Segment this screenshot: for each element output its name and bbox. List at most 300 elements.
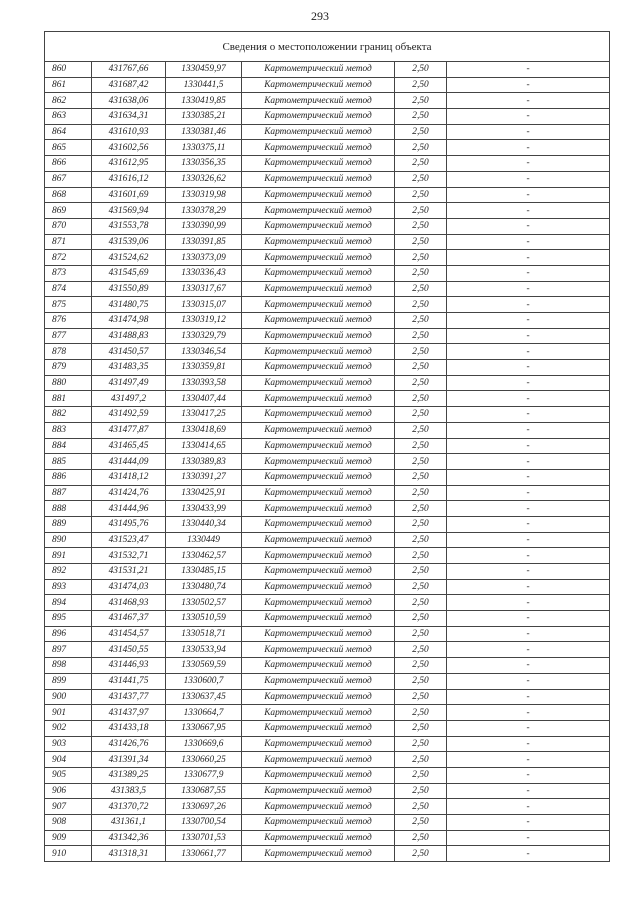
description-cell: - — [447, 689, 610, 705]
x-coordinate-cell: 431391,34 — [92, 752, 166, 768]
method-cell: Картометрический метод — [242, 673, 395, 689]
x-coordinate-cell: 431497,49 — [92, 375, 166, 391]
point-number-cell: 887 — [45, 485, 92, 501]
table-row — [45, 77, 610, 93]
description-cell: - — [447, 767, 610, 783]
table-row — [45, 203, 610, 219]
method-cell: Картометрический метод — [242, 250, 395, 266]
accuracy-cell: 2,50 — [395, 454, 447, 470]
point-number-cell: 870 — [45, 218, 92, 234]
table-row — [45, 767, 610, 783]
x-coordinate-cell: 431389,25 — [92, 767, 166, 783]
method-cell: Картометрический метод — [242, 234, 395, 250]
x-coordinate-cell: 431474,98 — [92, 313, 166, 329]
point-number-cell: 904 — [45, 752, 92, 768]
x-coordinate-cell: 431441,75 — [92, 673, 166, 689]
method-cell: Картометрический метод — [242, 422, 395, 438]
y-coordinate-cell: 1330317,67 — [166, 281, 242, 297]
point-number-cell: 895 — [45, 611, 92, 627]
description-cell: - — [447, 187, 610, 203]
y-coordinate-cell: 1330375,11 — [166, 140, 242, 156]
accuracy-cell: 2,50 — [395, 673, 447, 689]
table-row — [45, 611, 610, 627]
y-coordinate-cell: 1330701,53 — [166, 830, 242, 846]
accuracy-cell: 2,50 — [395, 77, 447, 93]
y-coordinate-cell: 1330677,9 — [166, 767, 242, 783]
accuracy-cell: 2,50 — [395, 642, 447, 658]
point-number-cell: 901 — [45, 705, 92, 721]
point-number-cell: 874 — [45, 281, 92, 297]
point-number-cell: 890 — [45, 532, 92, 548]
x-coordinate-cell: 431539,06 — [92, 234, 166, 250]
x-coordinate-cell: 431465,45 — [92, 438, 166, 454]
y-coordinate-cell: 1330687,55 — [166, 783, 242, 799]
x-coordinate-cell: 431531,21 — [92, 564, 166, 580]
table-row — [45, 469, 610, 485]
y-coordinate-cell: 1330359,81 — [166, 360, 242, 376]
table-row — [45, 407, 610, 423]
description-cell: - — [447, 752, 610, 768]
table-row — [45, 93, 610, 109]
accuracy-cell: 2,50 — [395, 783, 447, 799]
x-coordinate-cell: 431488,83 — [92, 328, 166, 344]
description-cell: - — [447, 77, 610, 93]
description-cell: - — [447, 265, 610, 281]
description-cell: - — [447, 516, 610, 532]
description-cell: - — [447, 171, 610, 187]
x-coordinate-cell: 431450,57 — [92, 344, 166, 360]
accuracy-cell: 2,50 — [395, 579, 447, 595]
x-coordinate-cell: 431524,62 — [92, 250, 166, 266]
description-cell: - — [447, 799, 610, 815]
method-cell: Картометрический метод — [242, 501, 395, 517]
method-cell: Картометрический метод — [242, 281, 395, 297]
table-row — [45, 516, 610, 532]
y-coordinate-cell: 1330600,7 — [166, 673, 242, 689]
table-row — [45, 815, 610, 831]
x-coordinate-cell: 431467,37 — [92, 611, 166, 627]
method-cell: Картометрический метод — [242, 265, 395, 281]
accuracy-cell: 2,50 — [395, 705, 447, 721]
table-row — [45, 438, 610, 454]
accuracy-cell: 2,50 — [395, 564, 447, 580]
table-row — [45, 140, 610, 156]
description-cell: - — [447, 783, 610, 799]
accuracy-cell: 2,50 — [395, 109, 447, 125]
point-number-cell: 888 — [45, 501, 92, 517]
method-cell: Картометрический метод — [242, 77, 395, 93]
table-title: Сведения о местоположении границ объекта — [45, 32, 610, 62]
y-coordinate-cell: 1330389,83 — [166, 454, 242, 470]
accuracy-cell: 2,50 — [395, 328, 447, 344]
description-cell: - — [447, 156, 610, 172]
y-coordinate-cell: 1330391,85 — [166, 234, 242, 250]
method-cell: Картометрический метод — [242, 297, 395, 313]
y-coordinate-cell: 1330449 — [166, 532, 242, 548]
description-cell: - — [447, 579, 610, 595]
y-coordinate-cell: 1330319,98 — [166, 187, 242, 203]
x-coordinate-cell: 431638,06 — [92, 93, 166, 109]
table-row — [45, 328, 610, 344]
method-cell: Картометрический метод — [242, 313, 395, 329]
method-cell: Картометрический метод — [242, 548, 395, 564]
accuracy-cell: 2,50 — [395, 469, 447, 485]
accuracy-cell: 2,50 — [395, 532, 447, 548]
description-cell: - — [447, 203, 610, 219]
description-cell: - — [447, 501, 610, 517]
table-row — [45, 658, 610, 674]
x-coordinate-cell: 431450,55 — [92, 642, 166, 658]
point-number-cell: 908 — [45, 815, 92, 831]
method-cell: Картометрический метод — [242, 736, 395, 752]
description-cell: - — [447, 564, 610, 580]
table-row — [45, 846, 610, 862]
x-coordinate-cell: 431454,57 — [92, 626, 166, 642]
method-cell: Картометрический метод — [242, 815, 395, 831]
table-row — [45, 830, 610, 846]
table-row — [45, 250, 610, 266]
description-cell: - — [447, 736, 610, 752]
description-cell: - — [447, 344, 610, 360]
page-number: 293 — [311, 9, 329, 23]
accuracy-cell: 2,50 — [395, 799, 447, 815]
point-number-cell: 871 — [45, 234, 92, 250]
accuracy-cell: 2,50 — [395, 407, 447, 423]
accuracy-cell: 2,50 — [395, 140, 447, 156]
method-cell: Картометрический метод — [242, 124, 395, 140]
point-number-cell: 869 — [45, 203, 92, 219]
method-cell: Картометрический метод — [242, 830, 395, 846]
method-cell: Картометрический метод — [242, 720, 395, 736]
table-row — [45, 218, 610, 234]
description-cell: - — [447, 313, 610, 329]
method-cell: Картометрический метод — [242, 328, 395, 344]
method-cell: Картометрический метод — [242, 187, 395, 203]
accuracy-cell: 2,50 — [395, 93, 447, 109]
method-cell: Картометрический метод — [242, 516, 395, 532]
y-coordinate-cell: 1330385,21 — [166, 109, 242, 125]
x-coordinate-cell: 431474,03 — [92, 579, 166, 595]
method-cell: Картометрический метод — [242, 752, 395, 768]
point-number-cell: 889 — [45, 516, 92, 532]
method-cell: Картометрический метод — [242, 407, 395, 423]
y-coordinate-cell: 1330480,74 — [166, 579, 242, 595]
method-cell: Картометрический метод — [242, 783, 395, 799]
method-cell: Картометрический метод — [242, 375, 395, 391]
accuracy-cell: 2,50 — [395, 595, 447, 611]
point-number-cell: 877 — [45, 328, 92, 344]
accuracy-cell: 2,50 — [395, 658, 447, 674]
description-cell: - — [447, 720, 610, 736]
x-coordinate-cell: 431616,12 — [92, 171, 166, 187]
point-number-cell: 905 — [45, 767, 92, 783]
accuracy-cell: 2,50 — [395, 391, 447, 407]
x-coordinate-cell: 431444,96 — [92, 501, 166, 517]
method-cell: Картометрический метод — [242, 595, 395, 611]
x-coordinate-cell: 431418,12 — [92, 469, 166, 485]
point-number-cell: 864 — [45, 124, 92, 140]
x-coordinate-cell: 431601,69 — [92, 187, 166, 203]
x-coordinate-cell: 431424,76 — [92, 485, 166, 501]
point-number-cell: 872 — [45, 250, 92, 266]
x-coordinate-cell: 431532,71 — [92, 548, 166, 564]
table-row — [45, 454, 610, 470]
y-coordinate-cell: 1330569,59 — [166, 658, 242, 674]
method-cell: Картометрический метод — [242, 62, 395, 78]
method-cell: Картометрический метод — [242, 642, 395, 658]
description-cell: - — [447, 642, 610, 658]
point-number-cell: 865 — [45, 140, 92, 156]
y-coordinate-cell: 1330441,5 — [166, 77, 242, 93]
table-row — [45, 391, 610, 407]
point-number-cell: 875 — [45, 297, 92, 313]
accuracy-cell: 2,50 — [395, 62, 447, 78]
point-number-cell: 897 — [45, 642, 92, 658]
point-number-cell: 909 — [45, 830, 92, 846]
x-coordinate-cell: 431370,72 — [92, 799, 166, 815]
method-cell: Картометрический метод — [242, 344, 395, 360]
y-coordinate-cell: 1330319,12 — [166, 313, 242, 329]
accuracy-cell: 2,50 — [395, 313, 447, 329]
table-row — [45, 297, 610, 313]
method-cell: Картометрический метод — [242, 438, 395, 454]
accuracy-cell: 2,50 — [395, 234, 447, 250]
point-number-cell: 883 — [45, 422, 92, 438]
point-number-cell: 862 — [45, 93, 92, 109]
description-cell: - — [447, 454, 610, 470]
table-row — [45, 673, 610, 689]
y-coordinate-cell: 1330637,45 — [166, 689, 242, 705]
y-coordinate-cell: 1330700,54 — [166, 815, 242, 831]
point-number-cell: 893 — [45, 579, 92, 595]
accuracy-cell: 2,50 — [395, 516, 447, 532]
x-coordinate-cell: 431492,59 — [92, 407, 166, 423]
point-number-cell: 863 — [45, 109, 92, 125]
y-coordinate-cell: 1330407,44 — [166, 391, 242, 407]
description-cell: - — [447, 62, 610, 78]
method-cell: Картометрический метод — [242, 564, 395, 580]
description-cell: - — [447, 673, 610, 689]
accuracy-cell: 2,50 — [395, 736, 447, 752]
accuracy-cell: 2,50 — [395, 438, 447, 454]
method-cell: Картометрический метод — [242, 454, 395, 470]
x-coordinate-cell: 431495,76 — [92, 516, 166, 532]
point-number-cell: 878 — [45, 344, 92, 360]
x-coordinate-cell: 431569,94 — [92, 203, 166, 219]
table-row — [45, 62, 610, 78]
method-cell: Картометрический метод — [242, 140, 395, 156]
description-cell: - — [447, 422, 610, 438]
point-number-cell: 899 — [45, 673, 92, 689]
x-coordinate-cell: 431342,36 — [92, 830, 166, 846]
table-row — [45, 344, 610, 360]
point-number-cell: 907 — [45, 799, 92, 815]
table-row — [45, 360, 610, 376]
accuracy-cell: 2,50 — [395, 156, 447, 172]
boundary-table — [44, 31, 610, 862]
y-coordinate-cell: 1330533,94 — [166, 642, 242, 658]
table-row — [45, 156, 610, 172]
table-row — [45, 783, 610, 799]
table-row — [45, 532, 610, 548]
description-cell: - — [447, 548, 610, 564]
description-cell: - — [447, 658, 610, 674]
table-row — [45, 422, 610, 438]
accuracy-cell: 2,50 — [395, 422, 447, 438]
accuracy-cell: 2,50 — [395, 767, 447, 783]
x-coordinate-cell: 431477,87 — [92, 422, 166, 438]
table-row — [45, 752, 610, 768]
table-row — [45, 579, 610, 595]
table-row — [45, 313, 610, 329]
accuracy-cell: 2,50 — [395, 375, 447, 391]
method-cell: Картометрический метод — [242, 767, 395, 783]
description-cell: - — [447, 391, 610, 407]
accuracy-cell: 2,50 — [395, 171, 447, 187]
y-coordinate-cell: 1330315,07 — [166, 297, 242, 313]
y-coordinate-cell: 1330425,91 — [166, 485, 242, 501]
x-coordinate-cell: 431610,93 — [92, 124, 166, 140]
accuracy-cell: 2,50 — [395, 815, 447, 831]
accuracy-cell: 2,50 — [395, 548, 447, 564]
accuracy-cell: 2,50 — [395, 187, 447, 203]
table-row — [45, 720, 610, 736]
y-coordinate-cell: 1330346,54 — [166, 344, 242, 360]
method-cell: Картометрический метод — [242, 109, 395, 125]
point-number-cell: 903 — [45, 736, 92, 752]
method-cell: Картометрический метод — [242, 689, 395, 705]
y-coordinate-cell: 1330336,43 — [166, 265, 242, 281]
method-cell: Картометрический метод — [242, 626, 395, 642]
accuracy-cell: 2,50 — [395, 281, 447, 297]
description-cell: - — [447, 375, 610, 391]
method-cell: Картометрический метод — [242, 485, 395, 501]
description-cell: - — [447, 815, 610, 831]
accuracy-cell: 2,50 — [395, 846, 447, 862]
y-coordinate-cell: 1330459,97 — [166, 62, 242, 78]
x-coordinate-cell: 431318,31 — [92, 846, 166, 862]
x-coordinate-cell: 431437,97 — [92, 705, 166, 721]
table-row — [45, 375, 610, 391]
table-row — [45, 501, 610, 517]
accuracy-cell: 2,50 — [395, 344, 447, 360]
description-cell: - — [447, 281, 610, 297]
accuracy-cell: 2,50 — [395, 265, 447, 281]
table-row — [45, 124, 610, 140]
y-coordinate-cell: 1330326,62 — [166, 171, 242, 187]
description-cell: - — [447, 469, 610, 485]
point-number-cell: 900 — [45, 689, 92, 705]
x-coordinate-cell: 431523,47 — [92, 532, 166, 548]
description-cell: - — [447, 360, 610, 376]
method-cell: Картометрический метод — [242, 532, 395, 548]
description-cell: - — [447, 407, 610, 423]
x-coordinate-cell: 431545,69 — [92, 265, 166, 281]
description-cell: - — [447, 626, 610, 642]
method-cell: Картометрический метод — [242, 611, 395, 627]
description-cell: - — [447, 109, 610, 125]
point-number-cell: 891 — [45, 548, 92, 564]
method-cell: Картометрический метод — [242, 360, 395, 376]
point-number-cell: 886 — [45, 469, 92, 485]
x-coordinate-cell: 431361,1 — [92, 815, 166, 831]
x-coordinate-cell: 431553,78 — [92, 218, 166, 234]
description-cell: - — [447, 250, 610, 266]
x-coordinate-cell: 431687,42 — [92, 77, 166, 93]
method-cell: Картометрический метод — [242, 93, 395, 109]
method-cell: Картометрический метод — [242, 156, 395, 172]
point-number-cell: 896 — [45, 626, 92, 642]
accuracy-cell: 2,50 — [395, 485, 447, 501]
table-row — [45, 689, 610, 705]
description-cell: - — [447, 485, 610, 501]
method-cell: Картометрический метод — [242, 579, 395, 595]
method-cell: Картометрический метод — [242, 658, 395, 674]
y-coordinate-cell: 1330381,46 — [166, 124, 242, 140]
y-coordinate-cell: 1330356,35 — [166, 156, 242, 172]
x-coordinate-cell: 431483,35 — [92, 360, 166, 376]
table-row — [45, 234, 610, 250]
y-coordinate-cell: 1330661,77 — [166, 846, 242, 862]
y-coordinate-cell: 1330510,59 — [166, 611, 242, 627]
accuracy-cell: 2,50 — [395, 720, 447, 736]
x-coordinate-cell: 431480,75 — [92, 297, 166, 313]
description-cell: - — [447, 218, 610, 234]
y-coordinate-cell: 1330373,09 — [166, 250, 242, 266]
point-number-cell: 885 — [45, 454, 92, 470]
y-coordinate-cell: 1330393,58 — [166, 375, 242, 391]
point-number-cell: 879 — [45, 360, 92, 376]
description-cell: - — [447, 611, 610, 627]
boundary-table-container — [44, 31, 609, 862]
description-cell: - — [447, 595, 610, 611]
accuracy-cell: 2,50 — [395, 250, 447, 266]
description-cell: - — [447, 705, 610, 721]
table-row — [45, 171, 610, 187]
accuracy-cell: 2,50 — [395, 689, 447, 705]
description-cell: - — [447, 846, 610, 862]
method-cell: Картометрический метод — [242, 799, 395, 815]
y-coordinate-cell: 1330485,15 — [166, 564, 242, 580]
table-row — [45, 281, 610, 297]
x-coordinate-cell: 431497,2 — [92, 391, 166, 407]
point-number-cell: 876 — [45, 313, 92, 329]
y-coordinate-cell: 1330518,71 — [166, 626, 242, 642]
description-cell: - — [447, 532, 610, 548]
point-number-cell: 866 — [45, 156, 92, 172]
accuracy-cell: 2,50 — [395, 124, 447, 140]
method-cell: Картометрический метод — [242, 469, 395, 485]
x-coordinate-cell: 431446,93 — [92, 658, 166, 674]
y-coordinate-cell: 1330660,25 — [166, 752, 242, 768]
y-coordinate-cell: 1330378,29 — [166, 203, 242, 219]
x-coordinate-cell: 431767,66 — [92, 62, 166, 78]
description-cell: - — [447, 234, 610, 250]
table-row — [45, 548, 610, 564]
description-cell: - — [447, 830, 610, 846]
y-coordinate-cell: 1330419,85 — [166, 93, 242, 109]
description-cell: - — [447, 328, 610, 344]
point-number-cell: 910 — [45, 846, 92, 862]
y-coordinate-cell: 1330440,34 — [166, 516, 242, 532]
accuracy-cell: 2,50 — [395, 297, 447, 313]
description-cell: - — [447, 124, 610, 140]
accuracy-cell: 2,50 — [395, 830, 447, 846]
point-number-cell: 882 — [45, 407, 92, 423]
y-coordinate-cell: 1330391,27 — [166, 469, 242, 485]
accuracy-cell: 2,50 — [395, 626, 447, 642]
description-cell: - — [447, 438, 610, 454]
